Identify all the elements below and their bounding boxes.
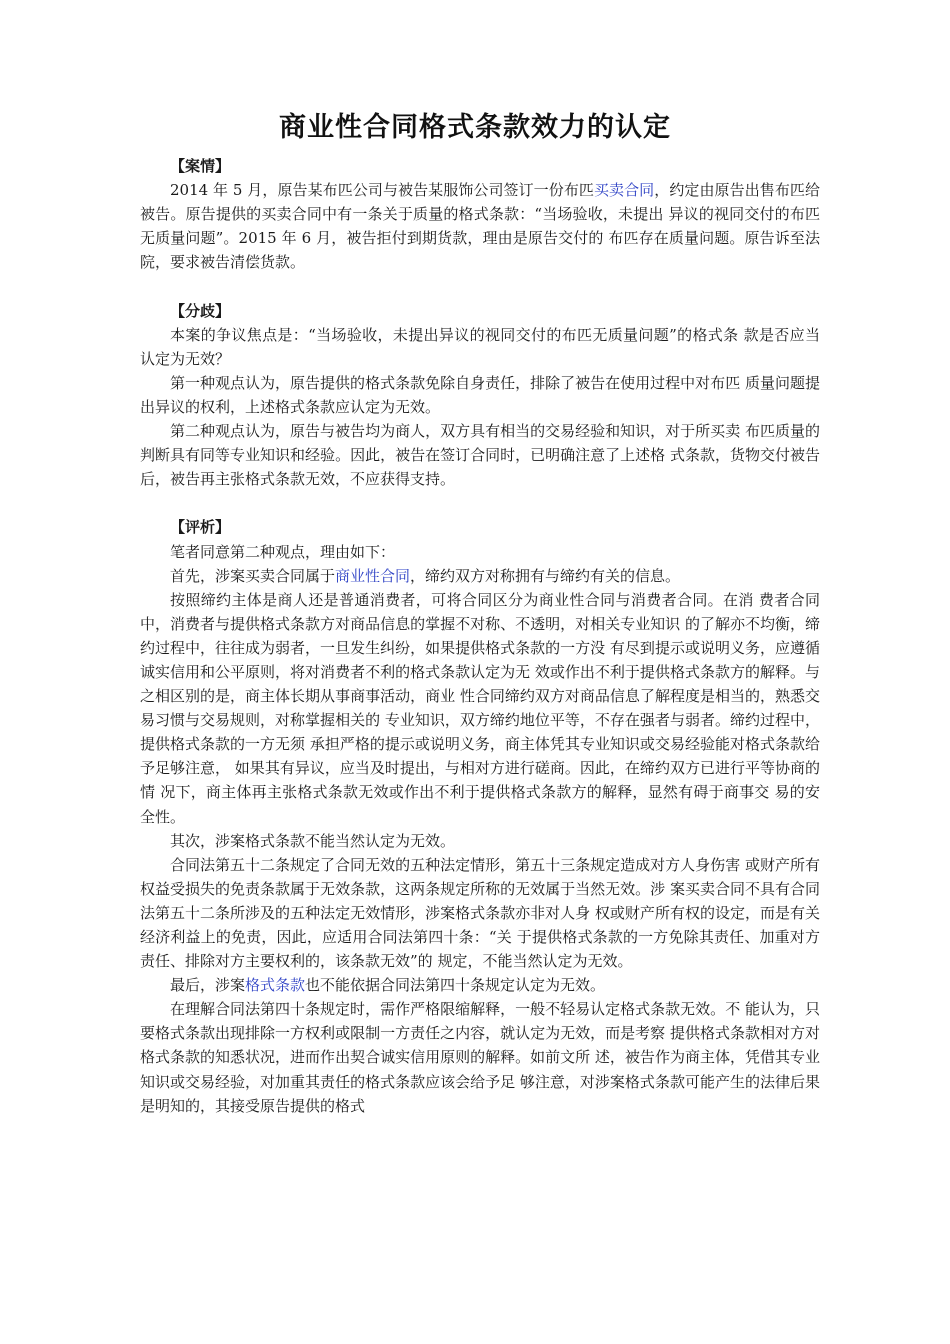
link-commercial-contract[interactable]: 商业性合同: [335, 566, 411, 585]
section-heading-case: 【案情】: [170, 157, 231, 175]
link-sales-contract[interactable]: 买卖合同: [593, 181, 655, 200]
document-body: [140, 154, 820, 1118]
dispute-paragraph-2: 第一种观点认为，原告提供的格式条款免除自身责任，排除了被告在使用过程中对布匹 质量问题提出异议的权利，上述格式条款应认定为无效。: [140, 373, 820, 416]
section-heading-analysis: 【评析】: [170, 518, 231, 537]
analysis-paragraph-7: 在理解合同法第四十条规定时，需作严格限缩解释，一般不轻易认定格式条款无效。不 能认为，只要格式条款出现排除一方权利或限制一方责任之内容，就认定为无效，而是考察 提供格式条款相对方对格式条款的知悉状况，进而作出契合诚实信用原则的解释。如前文所 述，被告作为商主体，凭借其专业知识或交易经验，对加重其责任的格式条款应该会给予足 够注意，对涉案格式条款可能产生的法律后果是明知的，其接受原告提供的格式: [140, 1000, 820, 1115]
case-paragraph-1: [140, 178, 820, 274]
text-run: ，约定由原告出售布匹给被告。原告提供的买卖合同中有一条关于质量的格式条款：“当场验收，未提出 异议的视同交付的布匹无质量问题”。2015 年 6 月，被告拒付到期货款，理由是原告交付的 布匹存在质量问题。原告诉至法院，要求被告清偿货款。: [140, 181, 820, 272]
text-run: 首先，涉案买卖合同属于: [170, 566, 336, 585]
text-run: 也不能依据合同法第四十条规定认定为无效。: [305, 976, 606, 995]
dispute-paragraph-3: 第二种观点认为，原告与被告均为商人，双方具有相当的交易经验和知识，对于所买卖 布匹质量的判断具有同等专业知识和经验。因此，被告在签订合同时，已明确注意了上述格 式条款，货物交付被告后，被告再主张格式条款无效，不应获得支持。: [140, 422, 820, 489]
text-run: 最后，涉案: [170, 976, 246, 995]
dispute-paragraph-1: 本案的争议焦点是：“当场验收，未提出异议的视同交付的布匹无质量问题”的格式条 款是否应当认定为无效？: [140, 325, 820, 368]
analysis-paragraph-4: 其次，涉案格式条款不能当然认定为无效。: [170, 831, 456, 850]
document-title: 商业性合同格式条款效力的认定: [279, 112, 671, 143]
analysis-paragraph-6: [140, 973, 820, 997]
section-heading-dispute: 【分歧】: [170, 301, 231, 320]
analysis-paragraph-3: 按照缔约主体是商人还是普通消费者，可将合同区分为商业性合同与消费者合同。在消 费者合同中，消费者与提供格式条款方对商品信息的掌握不对称、不透明，对相关专业知识 的了解亦不均衡，缔约过程中，往往成为弱者，一旦发生纠纷，如果提供格式条款的一方没 有尽到提示或说明义务，应遵循诚实信用和公平原则，将对消费者不利的格式条款认定为无 效或作出不利于提供格式条款方的解释。与之相区别的是，商主体长期从事商事活动，商业 性合同缔约双方对商品信息了解程度是相当的，熟悉交易习惯与交易规则，对称掌握相关的 专业知识，双方缔约地位平等，不存在强者与弱者。缔约过程中，提供格式条款的一方无须 承担严格的提示或说明义务，商主体凭其专业知识或交易经验能对格式条款给予足够注意， 如果其有异议，应当及时提出，与相对方进行磋商。因此，在缔约双方已进行平等协商的情 况下，商主体再主张格式条款无效或作出不利于提供格式条款方的解释，显然有碍于商事交 易的安全性。: [140, 590, 820, 826]
analysis-paragraph-1: 笔者同意第二种观点，理由如下：: [170, 542, 396, 561]
text-run: 2014 年 5 月，原告某布匹公司与被告某服饰公司签订一份布匹: [170, 181, 594, 200]
blank-line: [140, 274, 820, 298]
analysis-paragraph-5: 合同法第五十二条规定了合同无效的五种法定情形，第五十三条规定造成对方人身伤害 或财产所有权益受损失的免责条款属于无效条款，这两条规定所称的无效属于当然无效。涉 案买卖合同不具有合同法第五十二条所涉及的五种法定无效情形，涉案格式条款亦非对人身 权或财产所有权的设定，而是有关经济利益上的免责，因此，应适用合同法第四十条：“关 于提供格式条款的一方免除其责任、加重对方责任、排除对方主要权利的，该条款无效”的 规定，不能当然认定为无效。: [140, 855, 820, 971]
link-standard-terms[interactable]: 格式条款: [245, 976, 306, 995]
analysis-paragraph-2: [140, 564, 820, 588]
blank-line: [140, 491, 820, 515]
text-run: ，缔约双方对称拥有与缔约有关的信息。: [410, 566, 681, 585]
